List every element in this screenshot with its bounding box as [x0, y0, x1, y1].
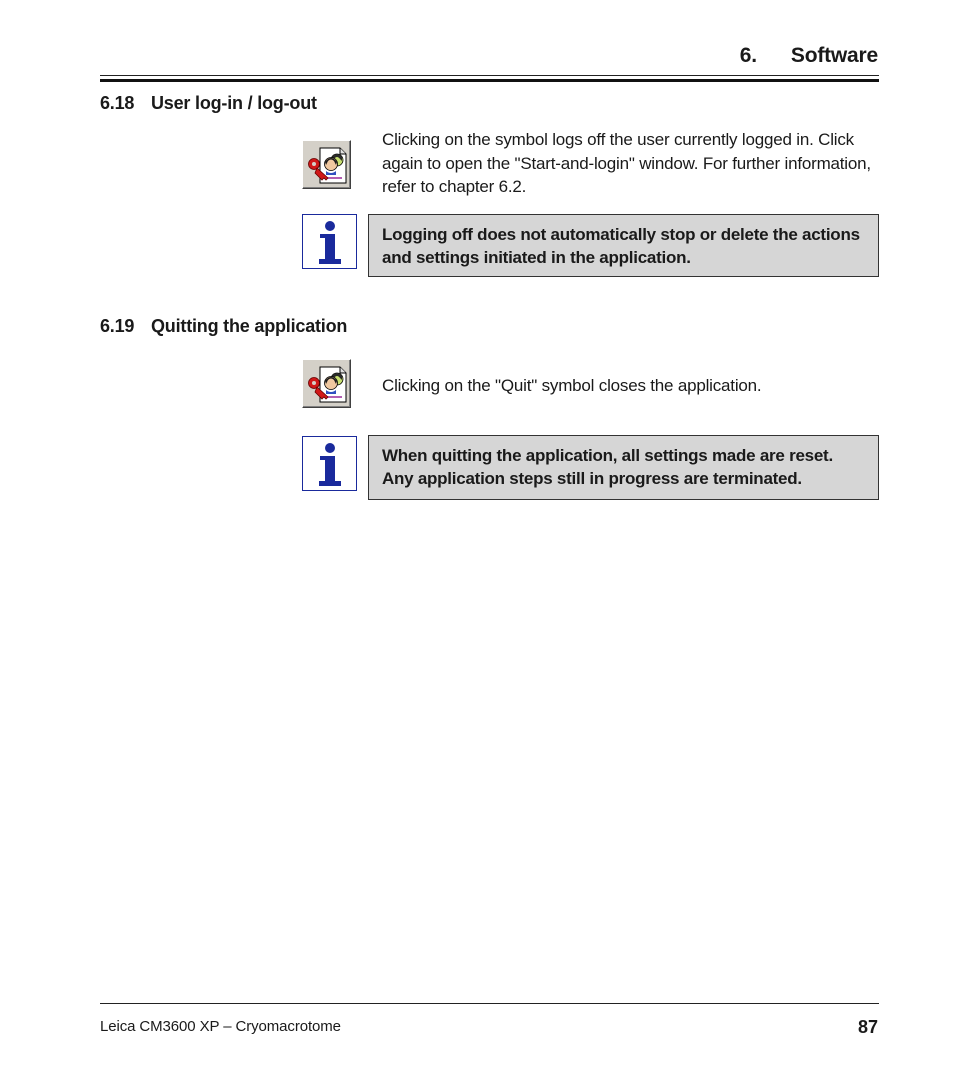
user-logout-icon [304, 142, 350, 188]
section-title: Quitting the application [151, 316, 348, 336]
user-logout-button[interactable] [302, 140, 351, 189]
section-body-text: Clicking on the symbol logs off the user currently logged in. Click again to open the "Start-and-login" window. For further information, refer to chapter 6.2. [382, 130, 871, 196]
section-body-text: Clicking on the "Quit" symbol closes the application. [382, 376, 762, 395]
quit-application-icon [304, 361, 350, 407]
info-icon [302, 436, 357, 491]
section-number: 6.18 [100, 93, 135, 113]
page-number: 87 [857, 1017, 878, 1037]
chapter-title: Software [790, 44, 878, 67]
header-rule-thick [100, 79, 879, 82]
section-number: 6.19 [100, 316, 135, 336]
header-rule-thin [100, 75, 879, 76]
note-box: Logging off does not automatically stop or delete the actions and settings initiated in the application. [368, 214, 879, 277]
section-heading [100, 93, 317, 114]
quit-application-button[interactable] [302, 359, 351, 408]
chapter-number: 6. [739, 44, 757, 67]
note-box: When quitting the application, all settings made are reset. Any application steps still in progress are terminated. [368, 435, 879, 500]
footer-rule [100, 1003, 879, 1004]
section-title: User log-in / log-out [151, 93, 317, 113]
section-heading [100, 316, 347, 337]
info-icon [302, 214, 357, 269]
chapter-heading [740, 44, 878, 68]
footer-product: Leica CM3600 XP – Cryomacrotome [100, 1018, 341, 1035]
